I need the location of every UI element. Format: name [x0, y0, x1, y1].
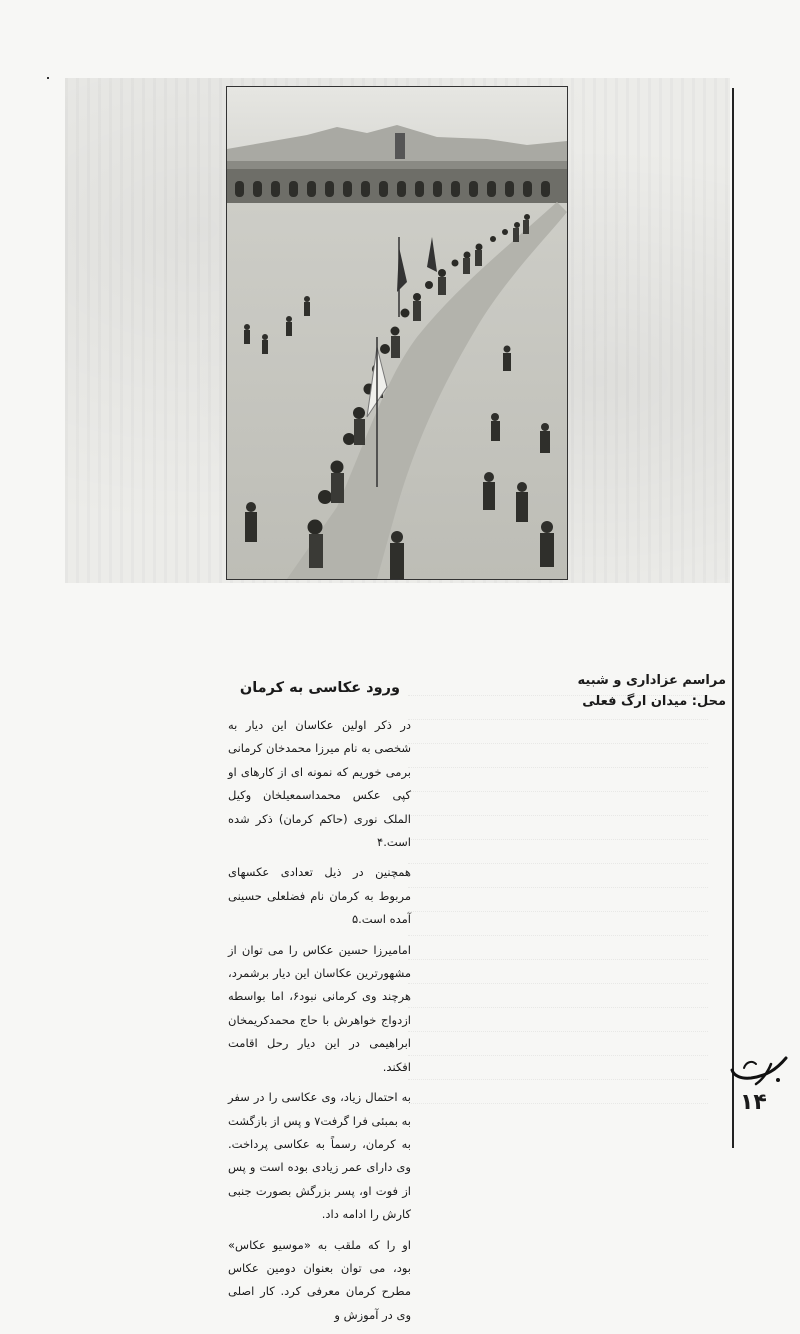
calligraphy-logo-icon: [726, 1050, 796, 1090]
page-number: ۱۴: [740, 1090, 767, 1115]
faint-bleedthrough-text: [408, 672, 708, 1104]
historical-photo: [226, 86, 568, 580]
procession-photo-illustration: [227, 87, 567, 579]
paragraph: امامیرزا حسین عکاس را می توان از مشهورترین عکاسان این دیار برشمرد، هرچند وی کرمانی نبود۶، اما بواسطه ازدواج خواهرش با حاج محمدکریمخان ابراهیمی در این دیار رحل اقامت افکند.: [228, 942, 411, 1074]
section-title: ورود عکاسی به کرمان: [239, 680, 400, 696]
paragraph: در ذکر اولین عکاسان این دیار به شخصی به نام میرزا محمدخان کرمانی برمی خوریم که نمونه ای از کارهای او کپی عکس محمداسمعیلخان وکیل الملک نوری (حاکم کرمان) ذکر شده است.۴: [228, 718, 411, 850]
paragraph: به احتمال زیاد، وی عکاسی را در سفر به بمبئی فرا گرفت۷ و پس از بازگشت به کرمان، رسماً به عکاسی پرداخت. وی دارای عمر زیادی بوده است و پس از فوت او، پسر بزرگش بصورت جنبی کارش را ادامه داد.: [228, 1090, 411, 1222]
caption-line-1: مراسم عزاداری و شبیه: [577, 673, 726, 688]
column-rule: [732, 88, 734, 1148]
caption-line-2: محل: میدان ارگ فعلی: [582, 694, 726, 709]
speck: [47, 77, 49, 79]
paragraph: همچنین در ذیل تعدادی عکسهای مربوط به کرمان نام فضلعلی حسینی آمده است.۵: [228, 865, 411, 927]
article-body: [228, 714, 411, 1334]
photo-caption: [496, 670, 726, 712]
paragraph: او را که ملقب به «موسیو عکاس» بود، می توان بعنوان دومین عکاس مطرح کرمان معرفی کرد. کار اصلی وی در آموزش و: [228, 1237, 411, 1322]
